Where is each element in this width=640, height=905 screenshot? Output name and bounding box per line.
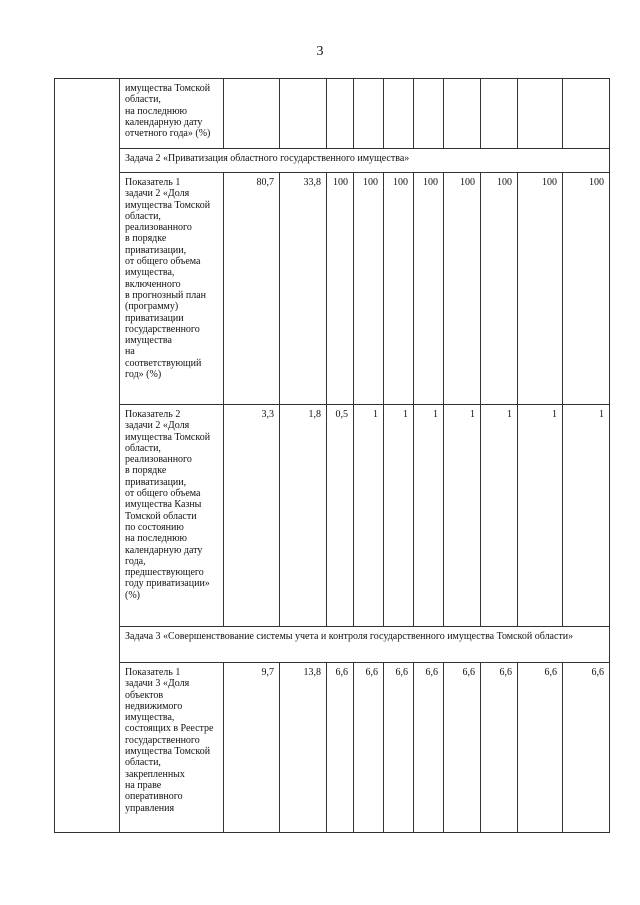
value-cell: 1,8 bbox=[280, 405, 327, 627]
value-cell: 100 bbox=[414, 173, 444, 405]
value-cell: 6,6 bbox=[481, 663, 518, 833]
indicator-name: Показатель 1 задачи 3 «Доля объектов недвижимого имущества, состоящих в Реестре государственного имущества Томской области, закрепленных на праве оперативного управления bbox=[120, 663, 224, 833]
table-row bbox=[55, 405, 610, 627]
value-cell: 1 bbox=[414, 405, 444, 627]
indicator-table bbox=[54, 78, 610, 833]
value-cell: 6,6 bbox=[327, 663, 354, 833]
value-cell: 6,6 bbox=[354, 663, 384, 833]
value-cell: 6,6 bbox=[384, 663, 414, 833]
value-cell bbox=[444, 79, 481, 149]
value-cell bbox=[354, 79, 384, 149]
value-cell: 1 bbox=[354, 405, 384, 627]
indicator-name: имущества Томской области, на последнюю календарную дату отчетного года» (%) bbox=[120, 79, 224, 149]
indicator-name: Показатель 1 задачи 2 «Доля имущества Томской области, реализованного в порядке приватизации, от общего объема имущества, включенного в прогнозный план (программу) приватизации государственного имущества на соответствующий год» (%) bbox=[120, 173, 224, 405]
table-row bbox=[55, 627, 610, 663]
value-cell: 1 bbox=[518, 405, 563, 627]
value-cell: 13,8 bbox=[280, 663, 327, 833]
value-cell: 100 bbox=[563, 173, 610, 405]
value-cell bbox=[481, 79, 518, 149]
value-cell bbox=[384, 79, 414, 149]
value-cell: 1 bbox=[384, 405, 414, 627]
section-cell bbox=[55, 79, 120, 833]
indicator-name: Показатель 2 задачи 2 «Доля имущества Томской области, реализованного в порядке приватизации, от общего объема имущества Казны Томской области по состоянию на последнюю календарную дату года, предшествующего году приватизации» (%) bbox=[120, 405, 224, 627]
value-cell: 80,7 bbox=[224, 173, 280, 405]
value-cell: 1 bbox=[563, 405, 610, 627]
value-cell: 6,6 bbox=[563, 663, 610, 833]
value-cell bbox=[563, 79, 610, 149]
value-cell: 6,6 bbox=[518, 663, 563, 833]
value-cell bbox=[327, 79, 354, 149]
table-row bbox=[55, 173, 610, 405]
value-cell: 0,5 bbox=[327, 405, 354, 627]
task-heading: Задача 2 «Приватизация областного государственного имущества» bbox=[120, 149, 610, 173]
value-cell: 100 bbox=[481, 173, 518, 405]
table-row bbox=[55, 149, 610, 173]
value-cell: 9,7 bbox=[224, 663, 280, 833]
table-row bbox=[55, 663, 610, 833]
value-cell: 6,6 bbox=[414, 663, 444, 833]
value-cell bbox=[280, 79, 327, 149]
task-heading: Задача 3 «Совершенствование системы учета и контроля государственного имущества Томской области» bbox=[120, 627, 610, 663]
value-cell: 100 bbox=[327, 173, 354, 405]
value-cell: 1 bbox=[481, 405, 518, 627]
value-cell: 3,3 bbox=[224, 405, 280, 627]
value-cell bbox=[224, 79, 280, 149]
value-cell: 1 bbox=[444, 405, 481, 627]
value-cell: 100 bbox=[354, 173, 384, 405]
page-number: 3 bbox=[316, 44, 324, 59]
value-cell: 6,6 bbox=[444, 663, 481, 833]
value-cell bbox=[414, 79, 444, 149]
value-cell: 100 bbox=[384, 173, 414, 405]
value-cell bbox=[518, 79, 563, 149]
value-cell: 100 bbox=[444, 173, 481, 405]
table-row bbox=[55, 79, 610, 149]
value-cell: 100 bbox=[518, 173, 563, 405]
value-cell: 33,8 bbox=[280, 173, 327, 405]
